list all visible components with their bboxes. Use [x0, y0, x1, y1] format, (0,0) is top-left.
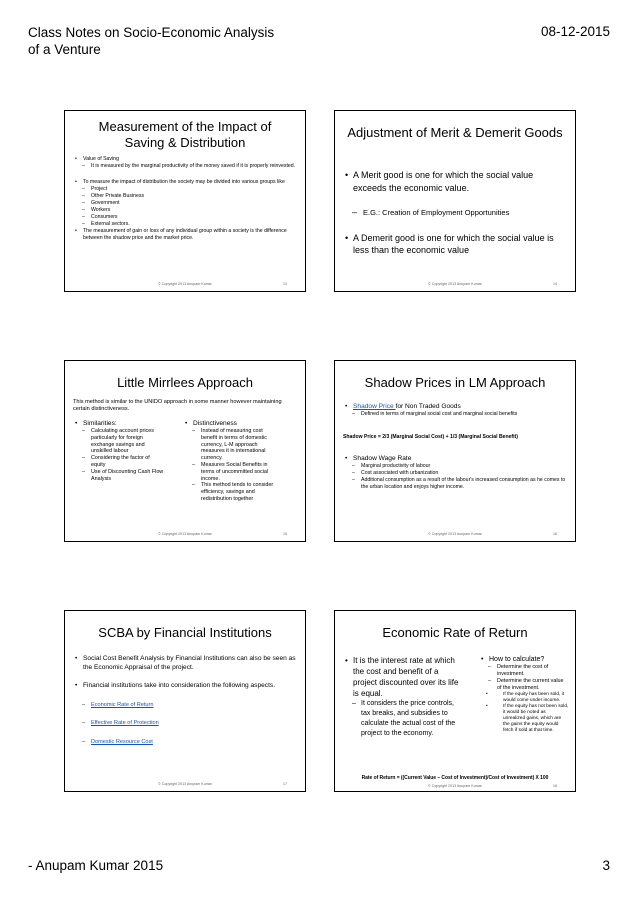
sub-bullet: – It considers the price controls, tax breaks, and subsidies to calculate the actual cost of the project to the economy.: [343, 699, 471, 739]
bullet: • Financial institutions take into consideration the following aspects.: [73, 682, 297, 691]
bullet: • Shadow Wage Rate: [343, 455, 567, 463]
sub-bullet: – Cost associated with urbanization: [343, 470, 567, 477]
bullet: • To measure the impact of distribution the society may be divided into various groups like: [73, 179, 297, 186]
bullet: • A Merit good is one for which the social value exceeds the economic value.: [343, 169, 567, 194]
bullet: • Distinctiveness: [183, 420, 295, 428]
slide-13: [64, 110, 306, 292]
sub-bullet: – Instead of measuring cost benefit in terms of domestic currency, L-M approach measures it in international currency.: [183, 428, 295, 462]
slide-bullets: [73, 655, 297, 746]
sub-bullet: – External sectors.: [73, 221, 297, 228]
slide-number: 13: [283, 282, 287, 286]
header-title-line2: of a Venture: [28, 42, 101, 57]
header-title-line1: Class Notes on Socio-Economic Analysis: [28, 25, 275, 40]
slide-title: Shadow Prices in LM Approach: [364, 375, 546, 390]
bullet: • Similarities:: [73, 420, 183, 428]
slide-copyright: © Copyright 2013 Anupam Kumar: [158, 282, 212, 286]
bullet: • The measurement of gain or loss of any individual group within a society is the difference between the shadow price and the market price.: [73, 228, 297, 242]
footer-author: - Anupam Kumar 2015: [28, 858, 164, 873]
slide-intro: This method is similar to the UNIDO approach in some manner however maintaining certain distinctiveness.: [73, 399, 282, 412]
slide-number: 16: [553, 532, 557, 536]
slide-copyright: © Copyright 2013 Anupam Kumar: [158, 532, 212, 536]
slide-15: [64, 360, 306, 542]
sub-bullet: – Consumers: [73, 214, 297, 221]
bullet: • Social Cost Benefit Analysis by Financial Institutions can also be seen as the Economic Appraisal of the project.: [73, 655, 297, 672]
document-header-title: [28, 24, 274, 58]
slide-number: 14: [553, 282, 557, 286]
slide-title: Adjustment of Merit & Demerit Goods: [347, 125, 563, 140]
shadow-price-formula: Shadow Price = 2/3 (Marginal Social Cost) + 1/3 (Marginal Social Benefit): [343, 434, 518, 440]
sub-bullet: – Measures Social Benefits in terms of uncommitted social income.: [183, 462, 295, 482]
sub-bullet: – Considering the factor of equity: [73, 455, 183, 469]
sub-bullet: – Government: [73, 200, 297, 207]
slide-title-line1: Measurement of the Impact of: [98, 119, 272, 134]
sub-bullet: – Marginal productivity of labour: [343, 463, 567, 470]
slide-copyright: © Copyright 2013 Anupam Kumar: [158, 782, 212, 786]
sub-sub-bullet: • If the equity has been sold, it would come under income.: [479, 692, 569, 704]
economic-rate-of-return-link[interactable]: Economic Rate of Return: [91, 701, 154, 708]
rate-of-return-formula: Rate of Return = ((Current Value – Cost of Investment)/Cost of Investment) X 100: [361, 775, 549, 781]
sub-bullet: – It is measured by the marginal productivity of the money saved if it is properly reinvested.: [73, 163, 297, 170]
sub-sub-bullet: • If the equity has not been sold, it would be noted as unrealized gains, which are the gains the equity would fetch if sold at that time.: [479, 704, 569, 734]
bullet: • A Demerit good is one for which the social value is less than the economic value: [343, 232, 567, 257]
slide-title: Economic Rate of Return: [382, 625, 528, 640]
slide-bullets: [343, 403, 567, 418]
bullet: • It is the interest rate at which the cost and benefit of a project discounted over its life is equal.: [343, 655, 471, 699]
sub-bullet: – Project: [73, 186, 297, 193]
slide-number: 18: [553, 784, 557, 788]
sub-bullet: – This method tends to consider efficiency, savings and redistribution together: [183, 482, 295, 502]
slide-bullets: [73, 156, 297, 242]
sub-bullet: – Workers: [73, 207, 297, 214]
definition-column: [343, 655, 471, 739]
slide-copyright: © Copyright 2013 Anupam Kumar: [428, 784, 482, 788]
footer-page-number: 3: [602, 858, 610, 873]
sub-bullet: – Additional consumption as a result of the labour's increased consumption as he comes to the urban location and enjoys higher income.: [343, 477, 567, 491]
slide-title: Little Mirrlees Approach: [117, 375, 253, 390]
slide-14: [334, 110, 576, 292]
bullet: • Shadow Price for Non Traded Goods: [343, 403, 567, 411]
bullet: • Value of Saving: [73, 156, 297, 163]
sub-bullet: – Defined in terms of marginal social cost and marginal social benefits: [343, 411, 567, 418]
slide-copyright: © Copyright 2013 Anupam Kumar: [428, 282, 482, 286]
effective-rate-of-protection-link[interactable]: Effective Rate of Protection: [91, 720, 159, 726]
slide-number: 15: [283, 532, 287, 536]
slide-bullets-2: [343, 455, 567, 491]
slide-title: SCBA by Financial Institutions: [98, 625, 272, 640]
slide-bullets: [343, 169, 567, 257]
shadow-price-link[interactable]: Shadow Price: [353, 403, 396, 410]
similarities-column: [73, 420, 183, 482]
calculation-column: [479, 655, 569, 734]
sub-bullet: [73, 719, 297, 728]
header-date: 08-12-2015: [540, 24, 610, 39]
slide-number: 17: [283, 782, 287, 786]
slide-18: [334, 610, 576, 792]
sub-bullet: [73, 738, 297, 747]
distinctiveness-column: [183, 420, 295, 503]
sub-bullet: – Calculating account prices particularly for foreign exchange savings and unskilled labour: [73, 428, 183, 455]
slide-copyright: © Copyright 2013 Anupam Kumar: [428, 532, 482, 536]
slide-17: [64, 610, 306, 792]
sub-bullet: – E.G.: Creation of Employment Opportunities: [343, 206, 567, 220]
slide-title-line2: Saving & Distribution: [124, 135, 246, 150]
bullet: • How to calculate?: [479, 655, 569, 664]
sub-bullet: [73, 701, 297, 710]
slide-title: [65, 119, 305, 151]
domestic-resource-cost-link[interactable]: Domestic Resource Cost: [91, 738, 153, 745]
sub-bullet: – Determine the cost of investment.: [479, 664, 569, 678]
sub-bullet: – Other Private Business: [73, 193, 297, 200]
sub-bullet: – Determine the current value of the investment.: [479, 678, 569, 692]
sub-bullet: – Use of Discounting Cash Flow Analysis: [73, 469, 183, 483]
slide-16: [334, 360, 576, 542]
